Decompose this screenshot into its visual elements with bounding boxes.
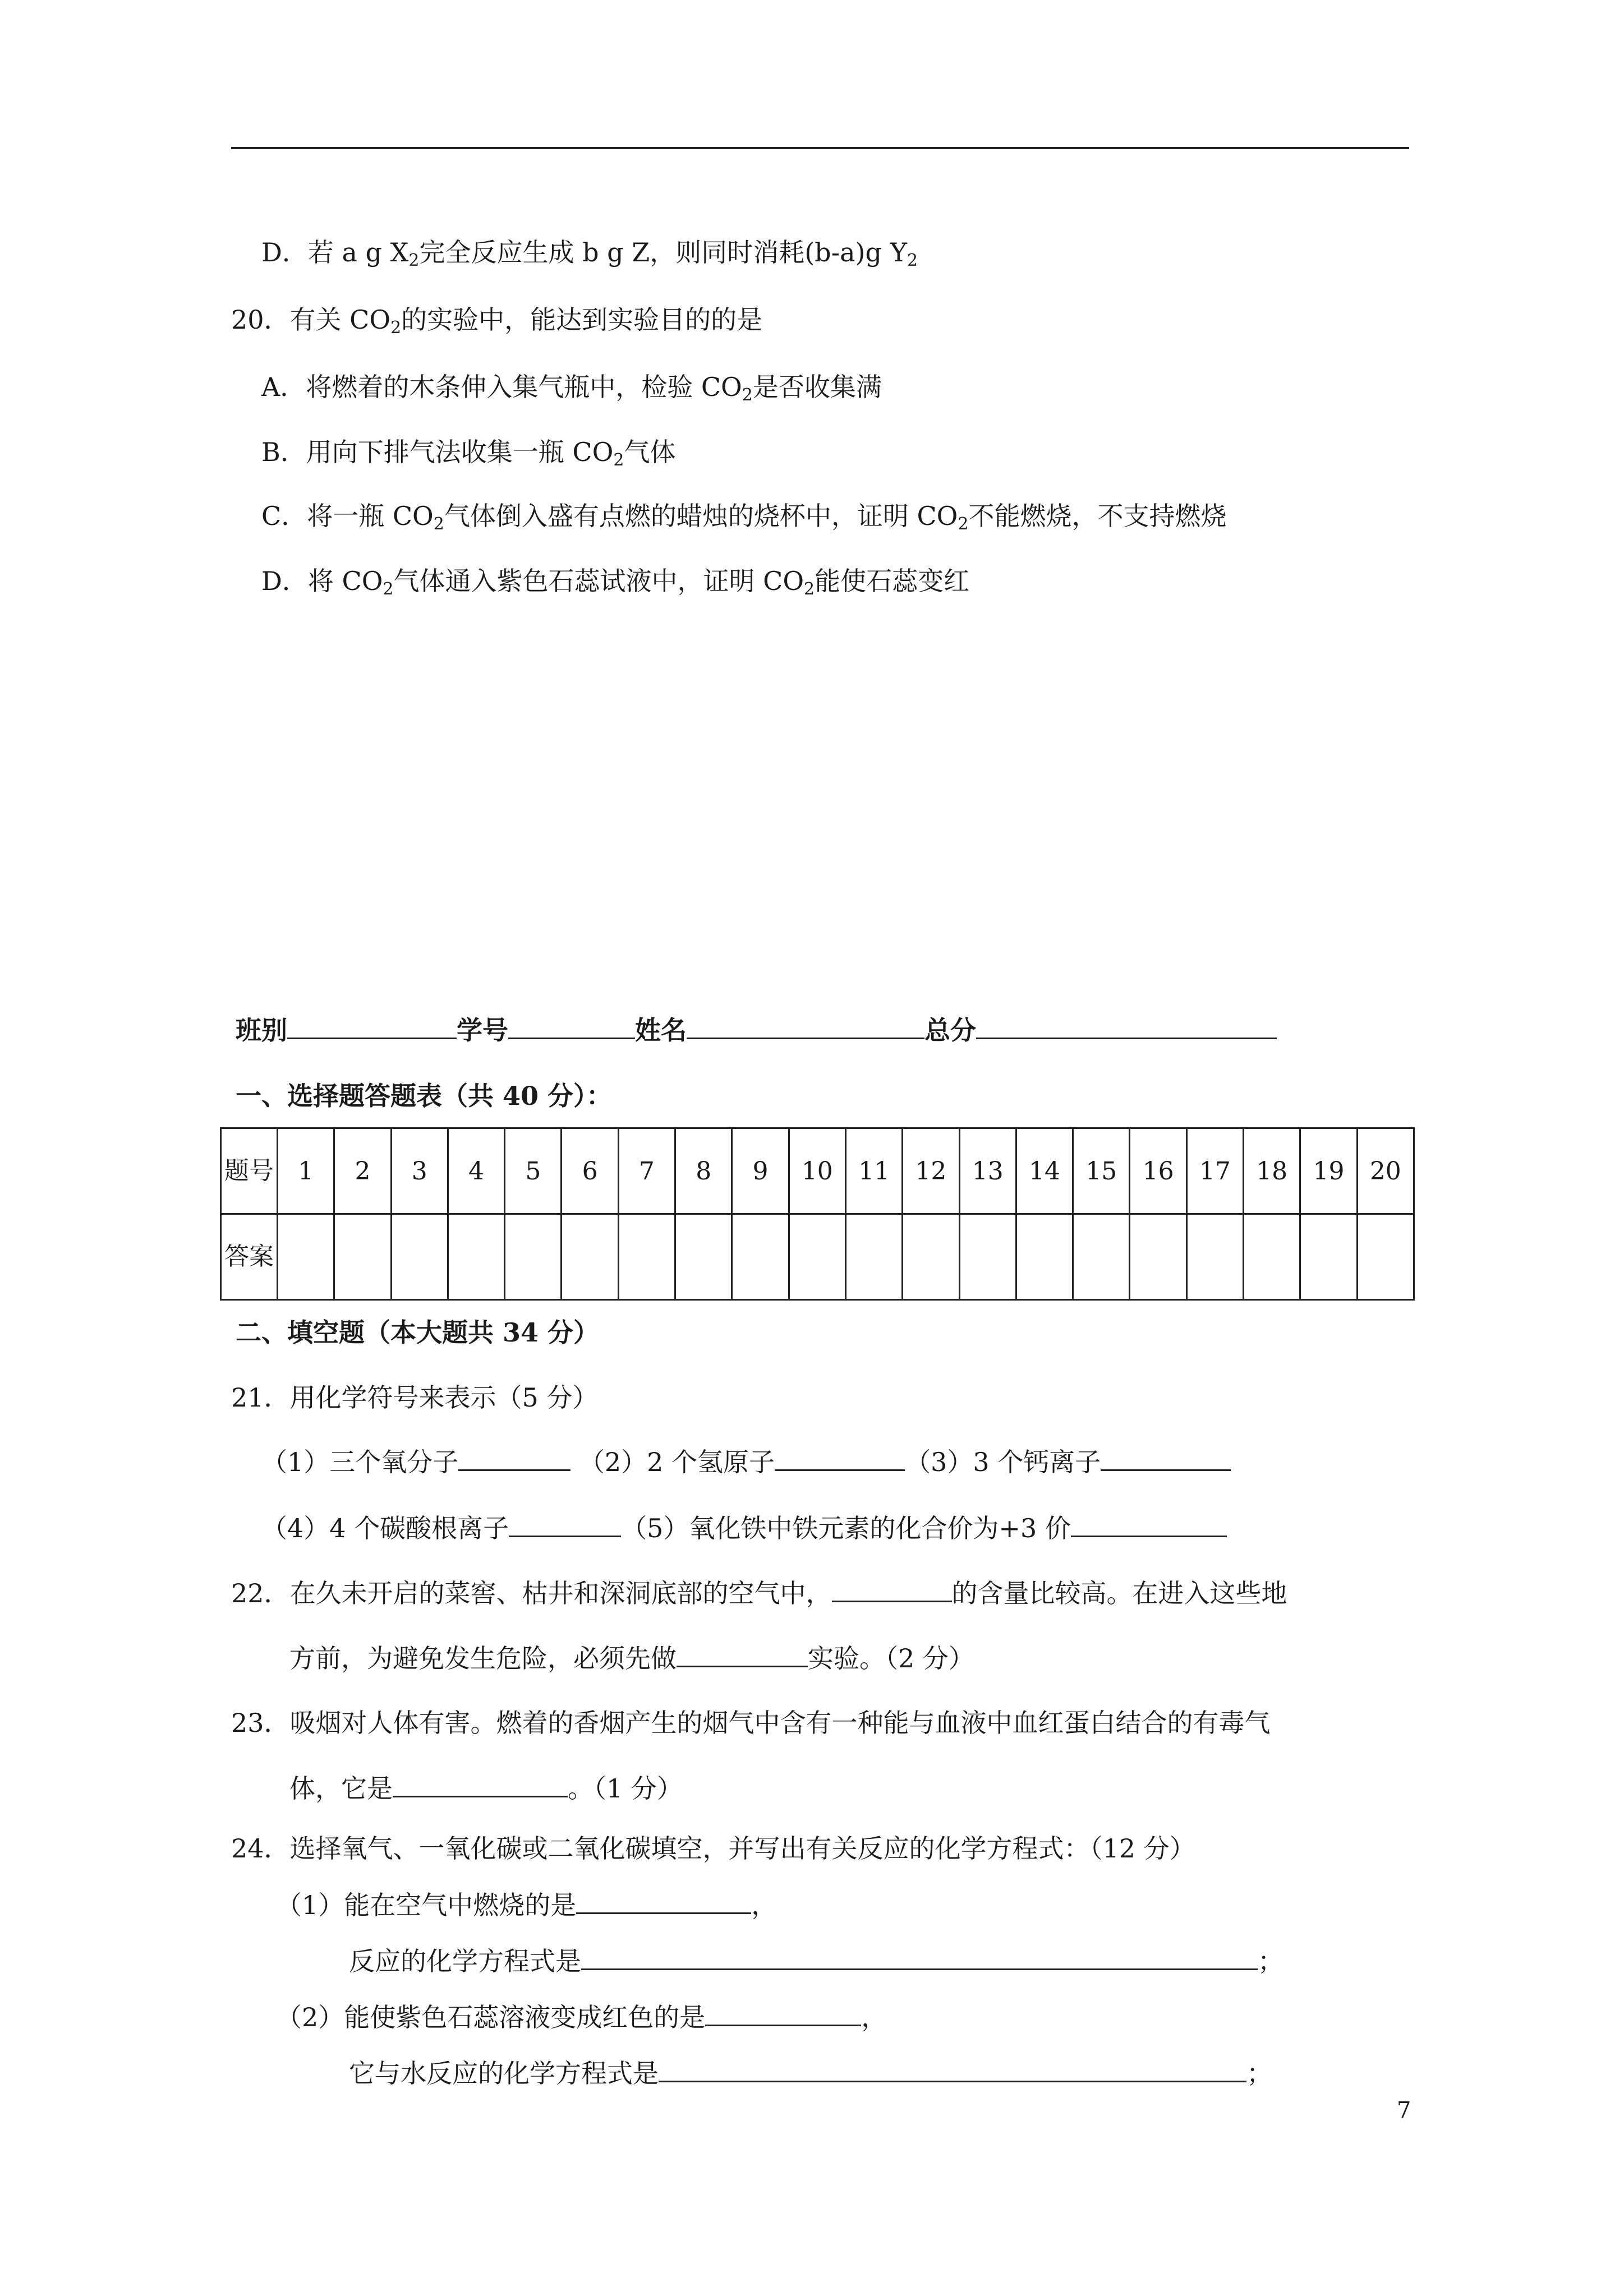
class-label: 班别 — [236, 1015, 287, 1045]
answer-cell[interactable] — [448, 1214, 504, 1300]
table-cell-number: 13 — [959, 1128, 1016, 1214]
q21-line2: （4）4 个碳酸根离子 （5）氧化铁中铁元素的化合价为+3 价 — [261, 1511, 1227, 1545]
q24-part2: （2）能使紫色石蕊溶液变成红色的是 ， — [276, 2000, 887, 2034]
q24-stem: 24．选择氧气、一氧化碳或二氧化碳填空，并写出有关反应的化学方程式：（12 分） — [231, 1833, 1195, 1864]
answer-cell[interactable] — [959, 1214, 1016, 1300]
answer-cell[interactable] — [845, 1214, 902, 1300]
q21-line1: （1）三个氧分子 （2）2 个氢原子 （3）3 个钙离子 — [261, 1445, 1231, 1479]
answer-cell[interactable] — [1016, 1214, 1073, 1300]
table-cell-number: 6 — [562, 1128, 618, 1214]
q19-option-d: D．若 a g $X_2$完全反应生成 b g Z，则同时消耗(b-a)g $Y_2$ — [261, 237, 918, 270]
table-cell-number: 19 — [1300, 1128, 1357, 1214]
q21-stem: 21．用化学符号来表示（5 分） — [231, 1382, 599, 1413]
answer-cell[interactable] — [1357, 1214, 1414, 1300]
section2-title: 二、填空题（本大题共 34 分） — [236, 1317, 600, 1348]
answer-cell[interactable] — [562, 1214, 618, 1300]
answer-table-number-row — [221, 1128, 1414, 1214]
table-cell-number: 16 — [1130, 1128, 1186, 1214]
answer-cell[interactable] — [618, 1214, 675, 1300]
answer-cell[interactable] — [334, 1214, 391, 1300]
answer-cell[interactable] — [505, 1214, 562, 1300]
answer-table — [220, 1127, 1415, 1301]
q22-blank-1[interactable] — [832, 1576, 952, 1602]
answer-cell[interactable] — [1130, 1214, 1186, 1300]
q24-blank-2[interactable] — [705, 2000, 861, 2026]
answer-cell[interactable] — [675, 1214, 732, 1300]
q24-equation-blank-1[interactable] — [581, 1944, 1258, 1970]
section1-title: 一、选择题答题表（共 40 分）： — [236, 1081, 613, 1111]
student-id-label: 学号 — [457, 1015, 508, 1045]
answer-cell[interactable] — [1300, 1214, 1357, 1300]
student-id-blank[interactable] — [508, 1013, 635, 1039]
q20-option-c: C．将一瓶 $CO_2$气体倒入盛有点燃的蜡烛的烧杯中，证明 $CO_2$不能燃烧，不支持燃烧 — [261, 501, 1227, 534]
q24-part1: （1）能在空气中燃烧的是 ， — [276, 1888, 777, 1922]
q21-blank-1[interactable] — [458, 1445, 571, 1471]
q24-blank-1[interactable] — [576, 1888, 751, 1914]
answer-cell[interactable] — [903, 1214, 959, 1300]
table-cell-number: 20 — [1357, 1128, 1414, 1214]
q20-option-d: D．将 $CO_2$气体通入紫色石蕊试液中，证明 $CO_2$能使石蕊变红 — [261, 566, 970, 599]
table-cell-number: 1 — [278, 1128, 334, 1214]
answer-cell[interactable] — [732, 1214, 789, 1300]
q20-option-b: B．用向下排气法收集一瓶 $CO_2$气体 — [261, 437, 676, 470]
answer-header: 答案 — [221, 1214, 278, 1300]
q22-line2: 方前，为避免发生危险，必须先做 实验。（2 分） — [289, 1641, 974, 1675]
q20-stem: 20．有关 $CO_2$的实验中，能达到实验目的的是 — [231, 305, 763, 338]
q24-part2-equation: 它与水反应的化学方程式是 ； — [349, 2056, 1272, 2090]
answer-cell[interactable] — [1186, 1214, 1243, 1300]
student-info-fields — [236, 1013, 1277, 1047]
table-cell-number: 4 — [448, 1128, 504, 1214]
question-number-header: 题号 — [221, 1128, 278, 1214]
table-cell-number: 14 — [1016, 1128, 1073, 1214]
table-cell-number: 10 — [789, 1128, 845, 1214]
q22-blank-2[interactable] — [677, 1641, 808, 1667]
page-number: 7 — [1397, 2097, 1411, 2123]
table-cell-number: 17 — [1186, 1128, 1243, 1214]
answer-table-answer-row — [221, 1214, 1414, 1300]
answer-cell[interactable] — [1073, 1214, 1130, 1300]
total-score-label: 总分 — [924, 1015, 976, 1045]
table-cell-number: 7 — [618, 1128, 675, 1214]
class-blank[interactable] — [287, 1013, 457, 1039]
q24-part1-equation: 反应的化学方程式是 ； — [349, 1944, 1283, 1978]
q21-blank-5[interactable] — [1071, 1511, 1227, 1537]
q24-equation-blank-2[interactable] — [659, 2056, 1246, 2082]
table-cell-number: 2 — [334, 1128, 391, 1214]
answer-cell[interactable] — [391, 1214, 448, 1300]
q21-blank-4[interactable] — [509, 1511, 621, 1537]
name-label: 姓名 — [635, 1015, 687, 1045]
q21-blank-3[interactable] — [1101, 1445, 1231, 1471]
q23-line2: 体，它是 。（1 分） — [289, 1771, 683, 1805]
answer-cell[interactable] — [789, 1214, 845, 1300]
header-rule — [231, 147, 1409, 149]
answer-cell[interactable] — [278, 1214, 334, 1300]
answer-cell[interactable] — [1244, 1214, 1300, 1300]
q23-line1: 23．吸烟对人体有害。燃着的香烟产生的烟气中含有一种能与血液中血红蛋白结合的有毒气 — [231, 1708, 1271, 1738]
q21-blank-2[interactable] — [775, 1445, 905, 1471]
table-cell-number: 15 — [1073, 1128, 1130, 1214]
name-blank[interactable] — [687, 1013, 924, 1039]
table-cell-number: 8 — [675, 1128, 732, 1214]
table-cell-number: 12 — [903, 1128, 959, 1214]
q20-option-a: A．将燃着的木条伸入集气瓶中，检验 $CO_2$是否收集满 — [261, 372, 882, 405]
table-cell-number: 18 — [1244, 1128, 1300, 1214]
q23-blank[interactable] — [393, 1771, 568, 1797]
q22-line1: 22．在久未开启的菜窖、枯井和深洞底部的空气中， 的含量比较高。在进入这些地 — [231, 1576, 1287, 1610]
total-score-blank[interactable] — [976, 1013, 1277, 1039]
table-cell-number: 9 — [732, 1128, 789, 1214]
table-cell-number: 5 — [505, 1128, 562, 1214]
table-cell-number: 11 — [845, 1128, 902, 1214]
table-cell-number: 3 — [391, 1128, 448, 1214]
